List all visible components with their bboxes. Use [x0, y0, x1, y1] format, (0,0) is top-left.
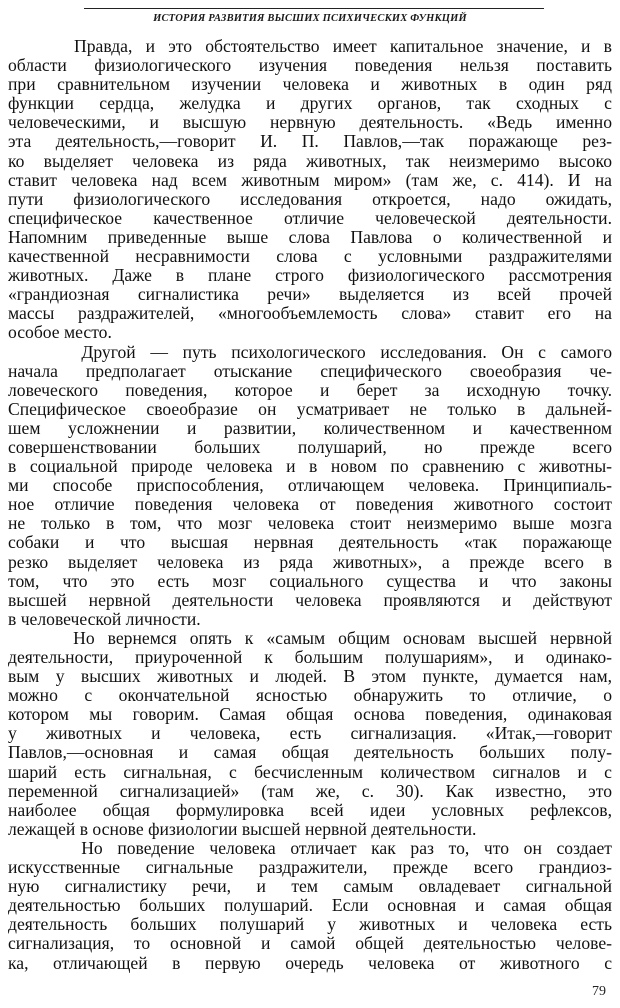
text-line: качественной несравнимости слова с условными раздражителями: [8, 247, 612, 267]
text-line: животных. Даже в плане строго физиологического рассмотрения: [8, 266, 612, 286]
text-line: ставит человека над всем животным миром» (там же, с. 414). И на: [8, 170, 612, 190]
text-line: при сравнительном изучении человека и животных в один ряд: [8, 75, 612, 95]
text-line: можно с окончательной ясностью обнаружить то отличие, о: [8, 686, 612, 706]
text-line: шарий есть сигнальная, с бесчисленным количеством сигналов и с: [8, 762, 612, 782]
text-line: искусственные сигнальные раздражители, прежде всего грандиоз-: [8, 858, 612, 878]
paragraph-3: [8, 629, 612, 839]
text-line: переменной сигнализацией» (там же, с. 30). Как известно, это: [8, 781, 612, 801]
text-line: котором мы говорим. Самая общая основа поведения, одинаковая: [8, 705, 612, 725]
text-line: Другой — путь психологического исследования. Он с самого: [8, 342, 612, 362]
text-line: деятельность больших полушарий у животных и человека есть: [8, 915, 612, 935]
text-line: массы раздражителей, «многообъемлемость слова» ставит его на: [8, 304, 612, 324]
text-line: в социальной природе человека и в новом по сравнению с животны-: [8, 457, 612, 477]
text-line: ловеческого поведения, которое и берет за исходную точку.: [8, 380, 612, 400]
paragraph-4: [8, 839, 612, 973]
paragraph-1: [8, 37, 612, 343]
text-line: наиболее общая формулировка всей идеи условных рефлексов,: [8, 800, 612, 820]
text-line: вым у высших животных и людей. В этом пункте, думается нам,: [8, 667, 612, 687]
text-line: человеческими, и высшую нервную деятельность. «Ведь именно: [8, 113, 612, 133]
text-line: у животных и человека, есть сигнализация. «Итак,—говорит: [8, 724, 612, 744]
text-line: функции сердца, желудка и других органов, так сходных с: [8, 94, 612, 114]
text-line: шем усложнении и развитии, количественном и качественном: [8, 418, 612, 438]
text-line: Но вернемся опять к «самым общим основам высшей нервной: [8, 628, 612, 648]
text-line: Напомним приведенные выше слова Павлова о количественной и: [8, 227, 612, 247]
text-line: Павлов,—основная и самая общая деятельность больших полу-: [8, 743, 612, 763]
text-line: собаки и что высшая нервная деятельность «так поражающе: [8, 533, 612, 553]
running-head: ИСТОРИЯ РАЗВИТИЯ ВЫСШИХ ПСИХИЧЕСКИХ ФУНКЦИЙ: [153, 13, 467, 24]
text-line: не только в том, что мозг человека стоит неизмеримо выше мозга: [8, 514, 612, 534]
text-line: ко выделяет человека из ряда животных, так неизмеримо высоко: [8, 151, 612, 171]
text-line: совершенствовании больших полушарий, но прежде всего: [8, 437, 612, 457]
body-text: [8, 37, 612, 973]
text-line: ное отличие поведения человека от поведения животного состоит: [8, 495, 612, 515]
header-rule: [84, 8, 544, 9]
text-line: резко выделяет человека из ряда животных», а прежде всего в: [8, 552, 612, 572]
text-line: области физиологического изучения поведения нельзя поставить: [8, 56, 612, 76]
text-line: ми способе приспособления, отличающем человека. Принципиаль-: [8, 476, 612, 496]
text-line: в человеческой личности.: [8, 609, 201, 629]
text-line: эта деятельность,—говорит И. П. Павлов,—так поражающе рез-: [8, 132, 612, 152]
text-line: Специфическое своеобразие он усматривает не только в дальней-: [8, 399, 612, 419]
page-number: 79: [592, 984, 606, 999]
text-line: особое место.: [8, 323, 112, 343]
text-line: ка, отличающей в первую очередь человека от животного с: [8, 953, 612, 973]
text-line: сигнализация, то основной и самой общей деятельностью челове-: [8, 934, 612, 954]
text-line: Правда, и это обстоятельство имеет капитальное значение, и в: [8, 37, 612, 56]
text-line: специфическое качественное отличие человеческой деятельности.: [8, 208, 612, 228]
paragraph-2: [8, 343, 612, 629]
text-line: лежащей в основе физиологии высшей нервной деятельности.: [8, 819, 477, 839]
text-line: пути физиологического исследования откроется, надо ожидать,: [8, 189, 612, 209]
text-line: высшей нервной деятельности человека проявляются и действуют: [8, 590, 612, 610]
text-line: ную сигналистику речи, и тем самым овладевает сигнальной: [8, 877, 612, 897]
text-line: том, что это есть мозг социального существа и что законы: [8, 571, 612, 591]
text-line: начала предполагает отыскание специфического своеобразия че-: [8, 361, 612, 381]
text-line: деятельностью больших полушарий. Если основная и самая общая: [8, 896, 612, 916]
text-line: Но поведение человека отличает как раз то, что он создает: [8, 838, 612, 858]
text-line: «грандиозная сигналистика речи» выделяется из всей прочей: [8, 285, 612, 305]
text-line: деятельности, приуроченной к большим полушариям», и одинако-: [8, 648, 612, 667]
